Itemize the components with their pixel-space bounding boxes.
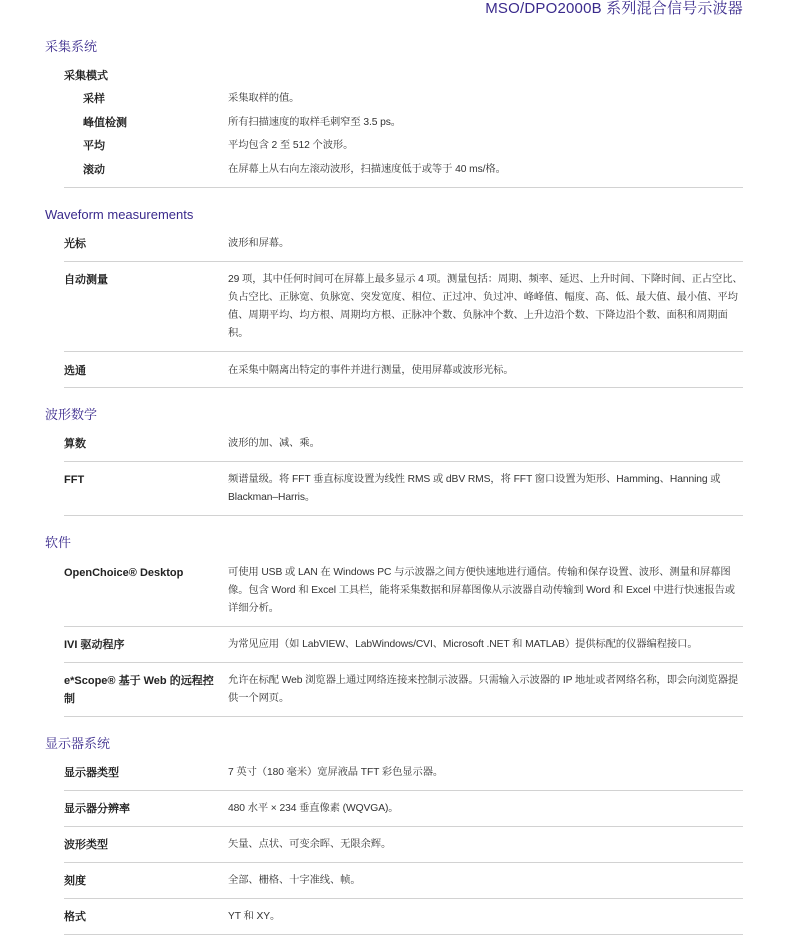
header-title: MSO/DPO2000B 系列混合信号示波器 bbox=[485, 0, 743, 17]
spec-label: 采样 bbox=[83, 93, 105, 105]
spec-value: 在屏幕上从右向左滚动波形，扫描速度低于或等于 40 ms/格。 bbox=[228, 164, 506, 175]
spec-label: 光标 bbox=[64, 238, 86, 250]
section-title-acquisition: 采集系统 bbox=[45, 39, 98, 54]
section-title-software: 软件 bbox=[45, 535, 72, 550]
subheading-acquisition-mode: 采集模式 bbox=[64, 70, 108, 82]
spec-value: 平均包含 2 至 512 个波形。 bbox=[228, 140, 354, 151]
spec-label: 波形类型 bbox=[64, 839, 108, 851]
spec-value: 采集取样的值。 bbox=[228, 93, 300, 104]
spec-label: 显示器类型 bbox=[64, 767, 119, 779]
spec-label: 峰值检测 bbox=[83, 117, 127, 129]
spec-value: 矢量、点状、可变余晖、无限余辉。 bbox=[228, 839, 392, 850]
spec-label: 算数 bbox=[64, 438, 86, 450]
spec-label: FFT bbox=[64, 474, 85, 486]
spec-value: 波形的加、减、乘。 bbox=[228, 438, 320, 449]
divider bbox=[64, 626, 743, 627]
spec-label: 刻度 bbox=[64, 875, 86, 887]
spec-value: 480 水平 × 234 垂直像素 (WQVGA)。 bbox=[228, 803, 399, 814]
divider bbox=[64, 898, 743, 899]
spec-value: 全部、栅格、十字准线、帧。 bbox=[228, 875, 361, 886]
spec-value: 29 项，其中任何时间可在屏幕上最多显示 4 项。测量包括：周期、频率、延迟、上升时间、下降时间、正占空比、负占空比、正脉宽、负脉宽、突发宽度、相位、正过冲、负过冲、峰峰值、幅度、高、低、最大值、最小值、平均值、周期平均、均方根、周期均方根、正脉冲个数、负脉冲个数、上升边沿个数、下降边沿个数、面积和周期面积。 bbox=[228, 274, 743, 339]
divider bbox=[64, 387, 743, 388]
divider bbox=[64, 716, 743, 717]
spec-label: 格式 bbox=[64, 911, 86, 923]
spec-label: OpenChoice® Desktop bbox=[64, 567, 184, 579]
divider bbox=[64, 790, 743, 791]
spec-label: 显示器分辨率 bbox=[64, 803, 130, 815]
divider bbox=[64, 515, 743, 516]
divider bbox=[64, 461, 743, 462]
divider bbox=[64, 826, 743, 827]
spec-label: IVI 驱动程序 bbox=[64, 639, 125, 651]
spec-label: 滚动 bbox=[83, 164, 105, 176]
divider bbox=[64, 662, 743, 663]
divider bbox=[64, 187, 743, 188]
divider bbox=[64, 351, 743, 352]
spec-label: 平均 bbox=[83, 140, 105, 152]
divider bbox=[64, 934, 743, 935]
section-title-display: 显示器系统 bbox=[45, 736, 111, 751]
spec-value: 所有扫描速度的取样毛刺窄至 3.5 ps。 bbox=[228, 117, 401, 128]
spec-value: 在采集中隔离出特定的事件并进行测量，使用屏幕或波形光标。 bbox=[228, 365, 514, 376]
spec-value: 频谱量级。将 FFT 垂直标度设置为线性 RMS 或 dBV RMS，将 FFT 窗口设置为矩形、Hamming、Hanning 或 Blackman–Harris。 bbox=[228, 474, 721, 503]
section-title-waveform-math: 波形数学 bbox=[45, 407, 98, 422]
divider bbox=[64, 862, 743, 863]
spec-label: e*Scope® 基于 Web 的远程控制 bbox=[64, 675, 214, 705]
spec-label: 自动测量 bbox=[64, 274, 108, 286]
spec-value: YT 和 XY。 bbox=[228, 911, 281, 922]
spec-value: 为常见应用（如 LabVIEW、LabWindows/CVI、Microsoft .NET 和 MATLAB）提供标配的仪器编程接口。 bbox=[228, 639, 698, 650]
section-title-waveform-measurements: Waveform measurements bbox=[45, 207, 194, 222]
spec-value: 波形和屏幕。 bbox=[228, 238, 290, 249]
spec-value: 允许在标配 Web 浏览器上通过网络连接来控制示波器。只需输入示波器的 IP 地址或者网络名称，即会向浏览器提供一个网页。 bbox=[228, 675, 739, 704]
divider bbox=[64, 261, 743, 262]
spec-value: 7 英寸（180 毫米）宽屏液晶 TFT 彩色显示器。 bbox=[228, 767, 444, 778]
spec-label: 选通 bbox=[64, 365, 86, 377]
spec-value: 可使用 USB 或 LAN 在 Windows PC 与示波器之间方便快速地进行通信。传输和保存设置、波形、测量和屏幕图像。包含 Word 和 Excel 工具栏，能将采集数据和屏幕图像从示波器自动传输到 Word 和 Excel 中进行快速报告或详细分析。 bbox=[228, 567, 735, 614]
